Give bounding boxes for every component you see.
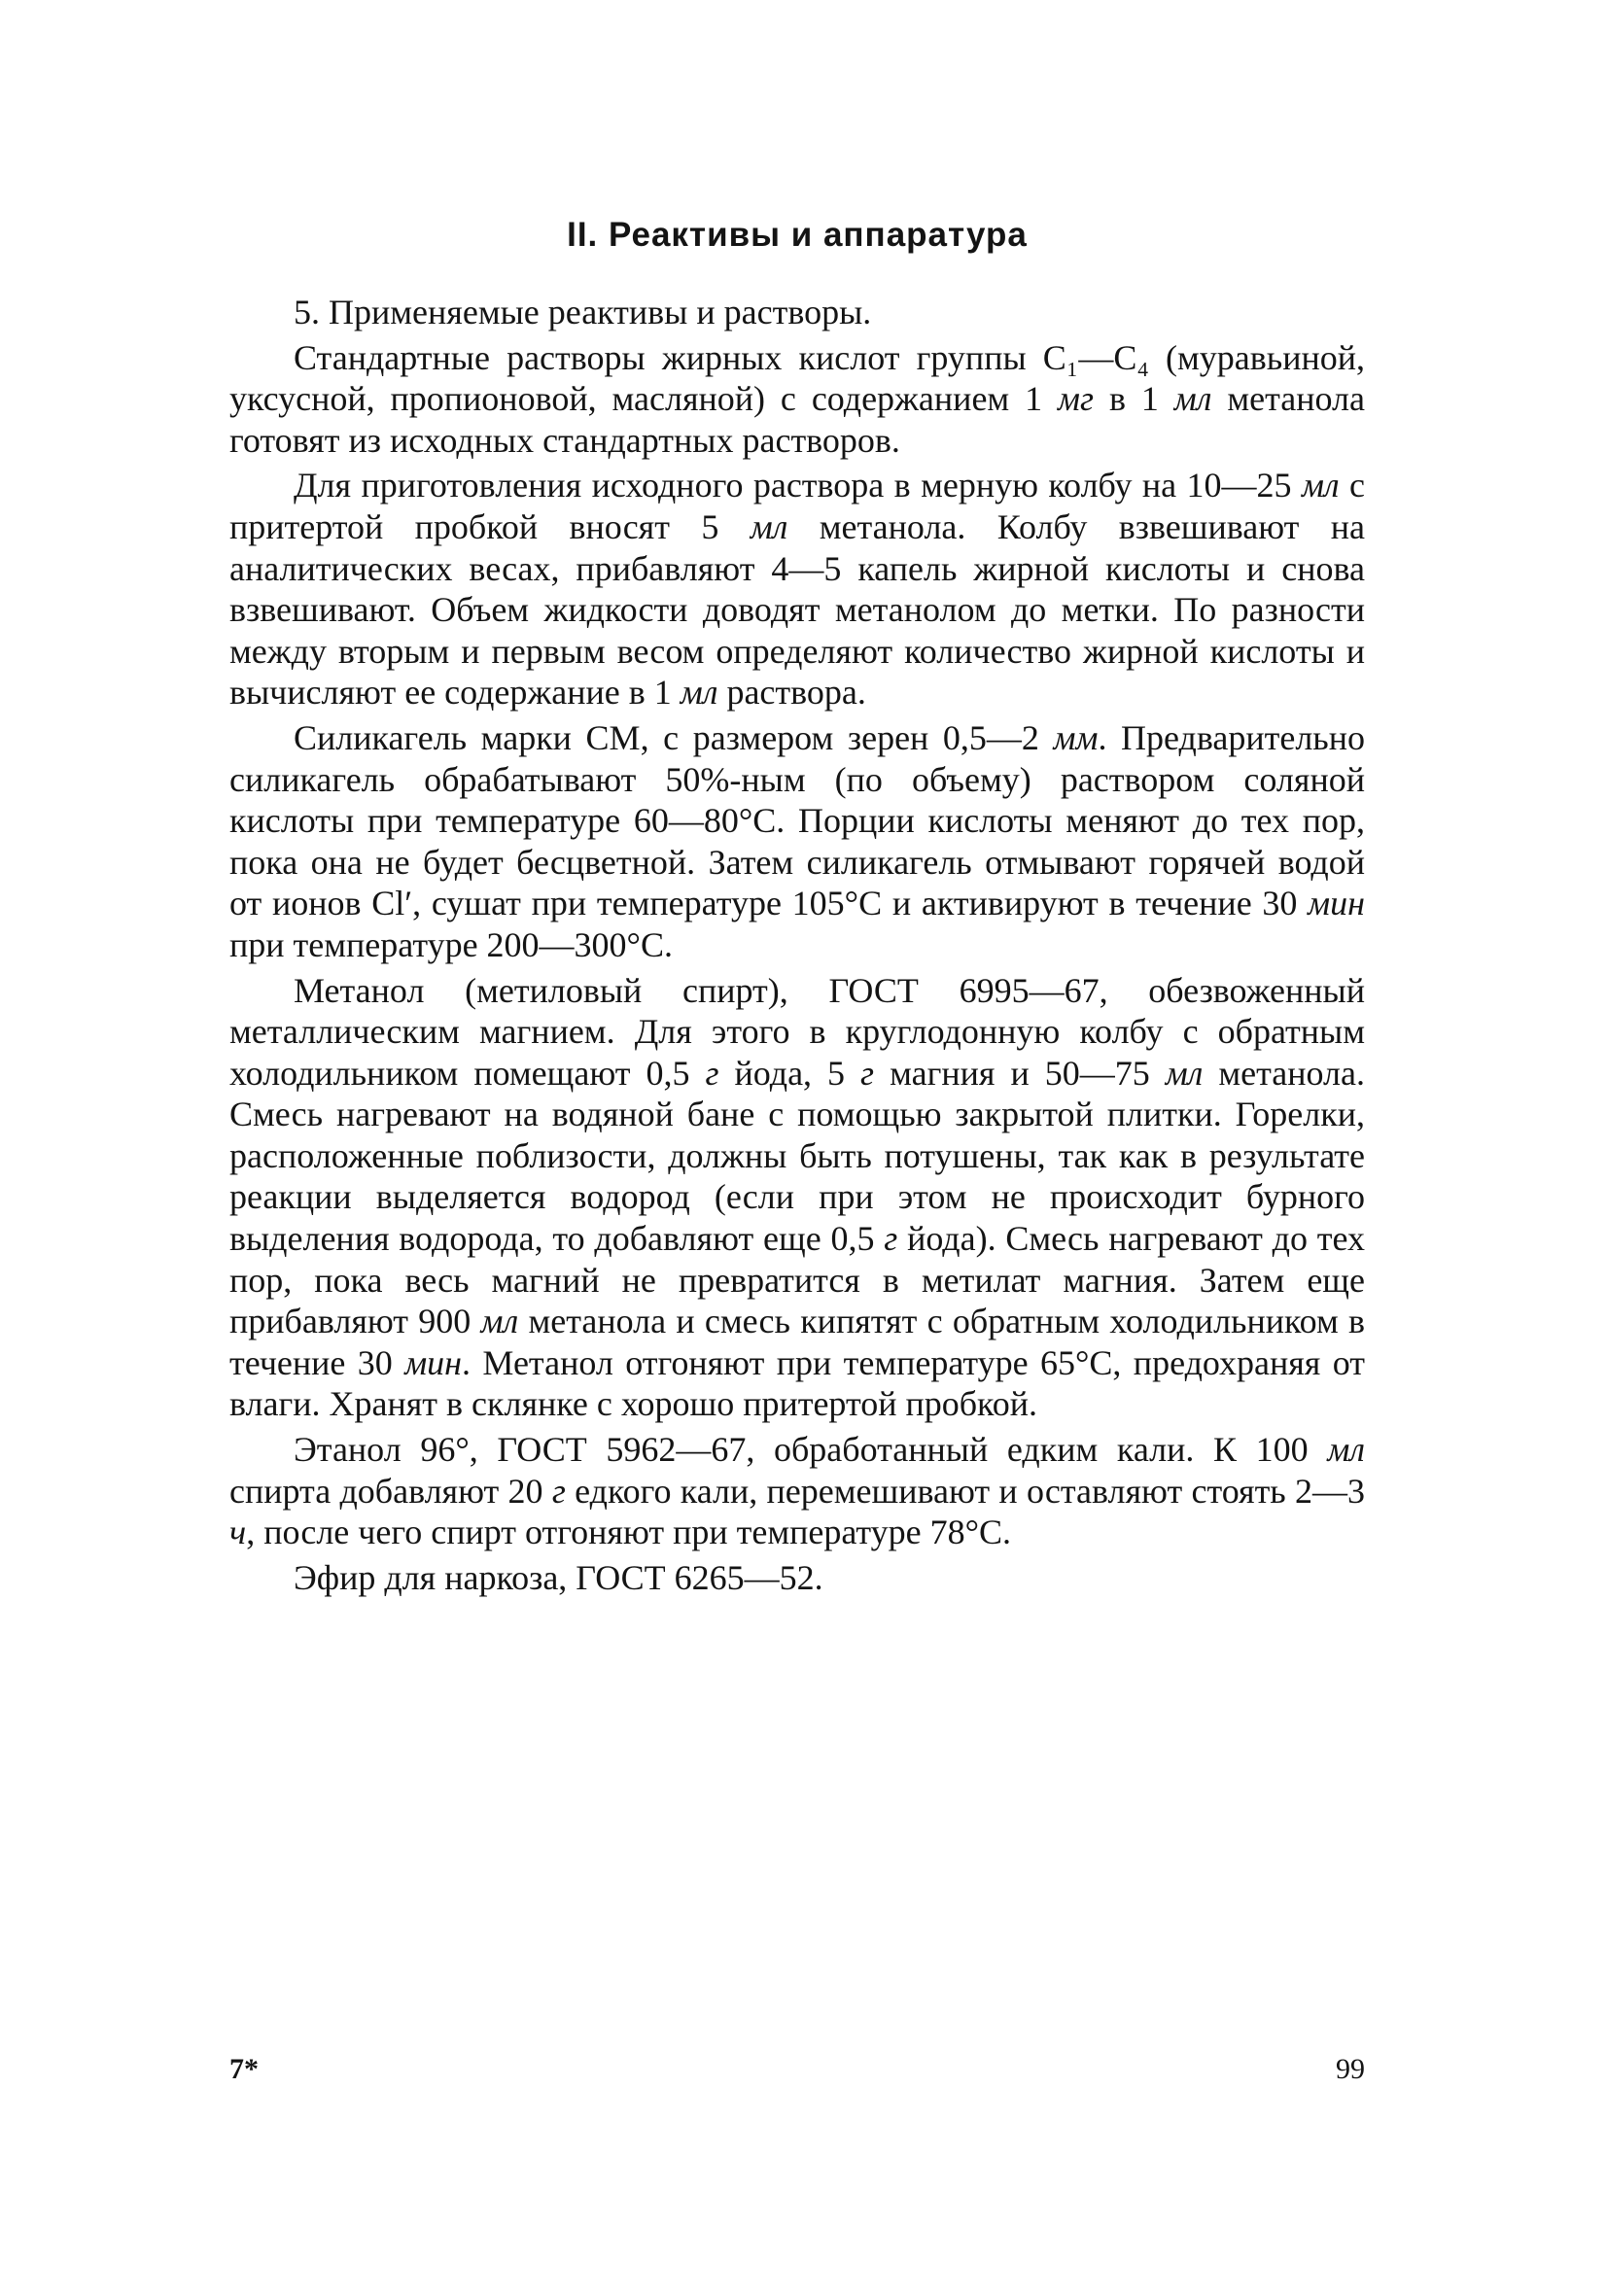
page-number: 99 — [1336, 2053, 1365, 2085]
paragraph-methanol: Метанол (метиловый спирт), ГОСТ 6995—67, обезвоженный металлическим магнием. Для этого в круглодонную колбу с обратным холодильником помещают 0,5 г йода, 5 г магния и 50—75 мл метанола. Смесь нагревают на водяной бане с помощью закрытой плитки. Горелки, расположенные поблизости, должны быть потушены, так как в результате реакции выделяется водород (если при этом не происходит бурного выделения водорода, то добавляют еще 0,5 г йода). Смесь нагревают до тех пор, пока весь магний не превратится в метилат магния. Затем еще прибавляют 900 мл метанола и смесь кипятят с обратным холодильником в течение 30 мин. Метанол отгоняют при температуре 65°С, предохраняя от влаги. Хранят в склянке с хорошо притертой пробкой. — [229, 970, 1365, 1424]
paragraph-ether: Эфир для наркоза, ГОСТ 6265—52. — [294, 1557, 823, 1597]
paragraph-reagents-intro: 5. Применяемые реактивы и растворы. — [294, 293, 872, 331]
paragraph-stock-solution: Для приготовления исходного раствора в мерную колбу на 10—25 мл с притертой пробкой вносят 5 мл метанола. Колбу взвешивают на аналитических весах, прибавляют 4—5 капель жирной кислоты и снова взвешивают. Объем жидкости доводят метанолом до метки. По разности между вторым и первым весом определяют количество жирной кислоты и вычисляют ее содержание в 1 мл раствора. — [229, 466, 1366, 713]
signature-mark: 7* — [229, 2053, 259, 2085]
paragraph-ethanol: Этанол 96°, ГОСТ 5962—67, обработанный едким кали. К 100 мл спирта добавляют 20 г едкого кали, перемешивают и оставляют стоять 2—3 ч, после чего спирт отгоняют при температуре 78°С. — [229, 1430, 1365, 1552]
paragraph-silica-gel: Силикагель марки СМ, с размером зерен 0,5—2 мм. Предварительно силикагель обрабатывают 50%-ным (по объему) раствором соляной кислоты при температуре 60—80°С. Порции кислоты меняют до тех пор, пока она не будет бесцветной. Затем силикагель отмывают горячей водой от ионов Cl′, сушат при температуре 105°С и активируют в течение 30 мин при температуре 200—300°С. — [229, 717, 1365, 964]
paragraph-standard-solutions: Стандартные растворы жирных кислот группы C₁—C₄ (муравьиной, уксусной, пропионовой, масляной) с содержанием 1 мг в 1 мл метанола готовят из исходных стандартных растворов. — [229, 337, 1365, 460]
section-heading: II. Реактивы и аппаратура — [567, 216, 1028, 254]
body-text — [229, 292, 1365, 1602]
